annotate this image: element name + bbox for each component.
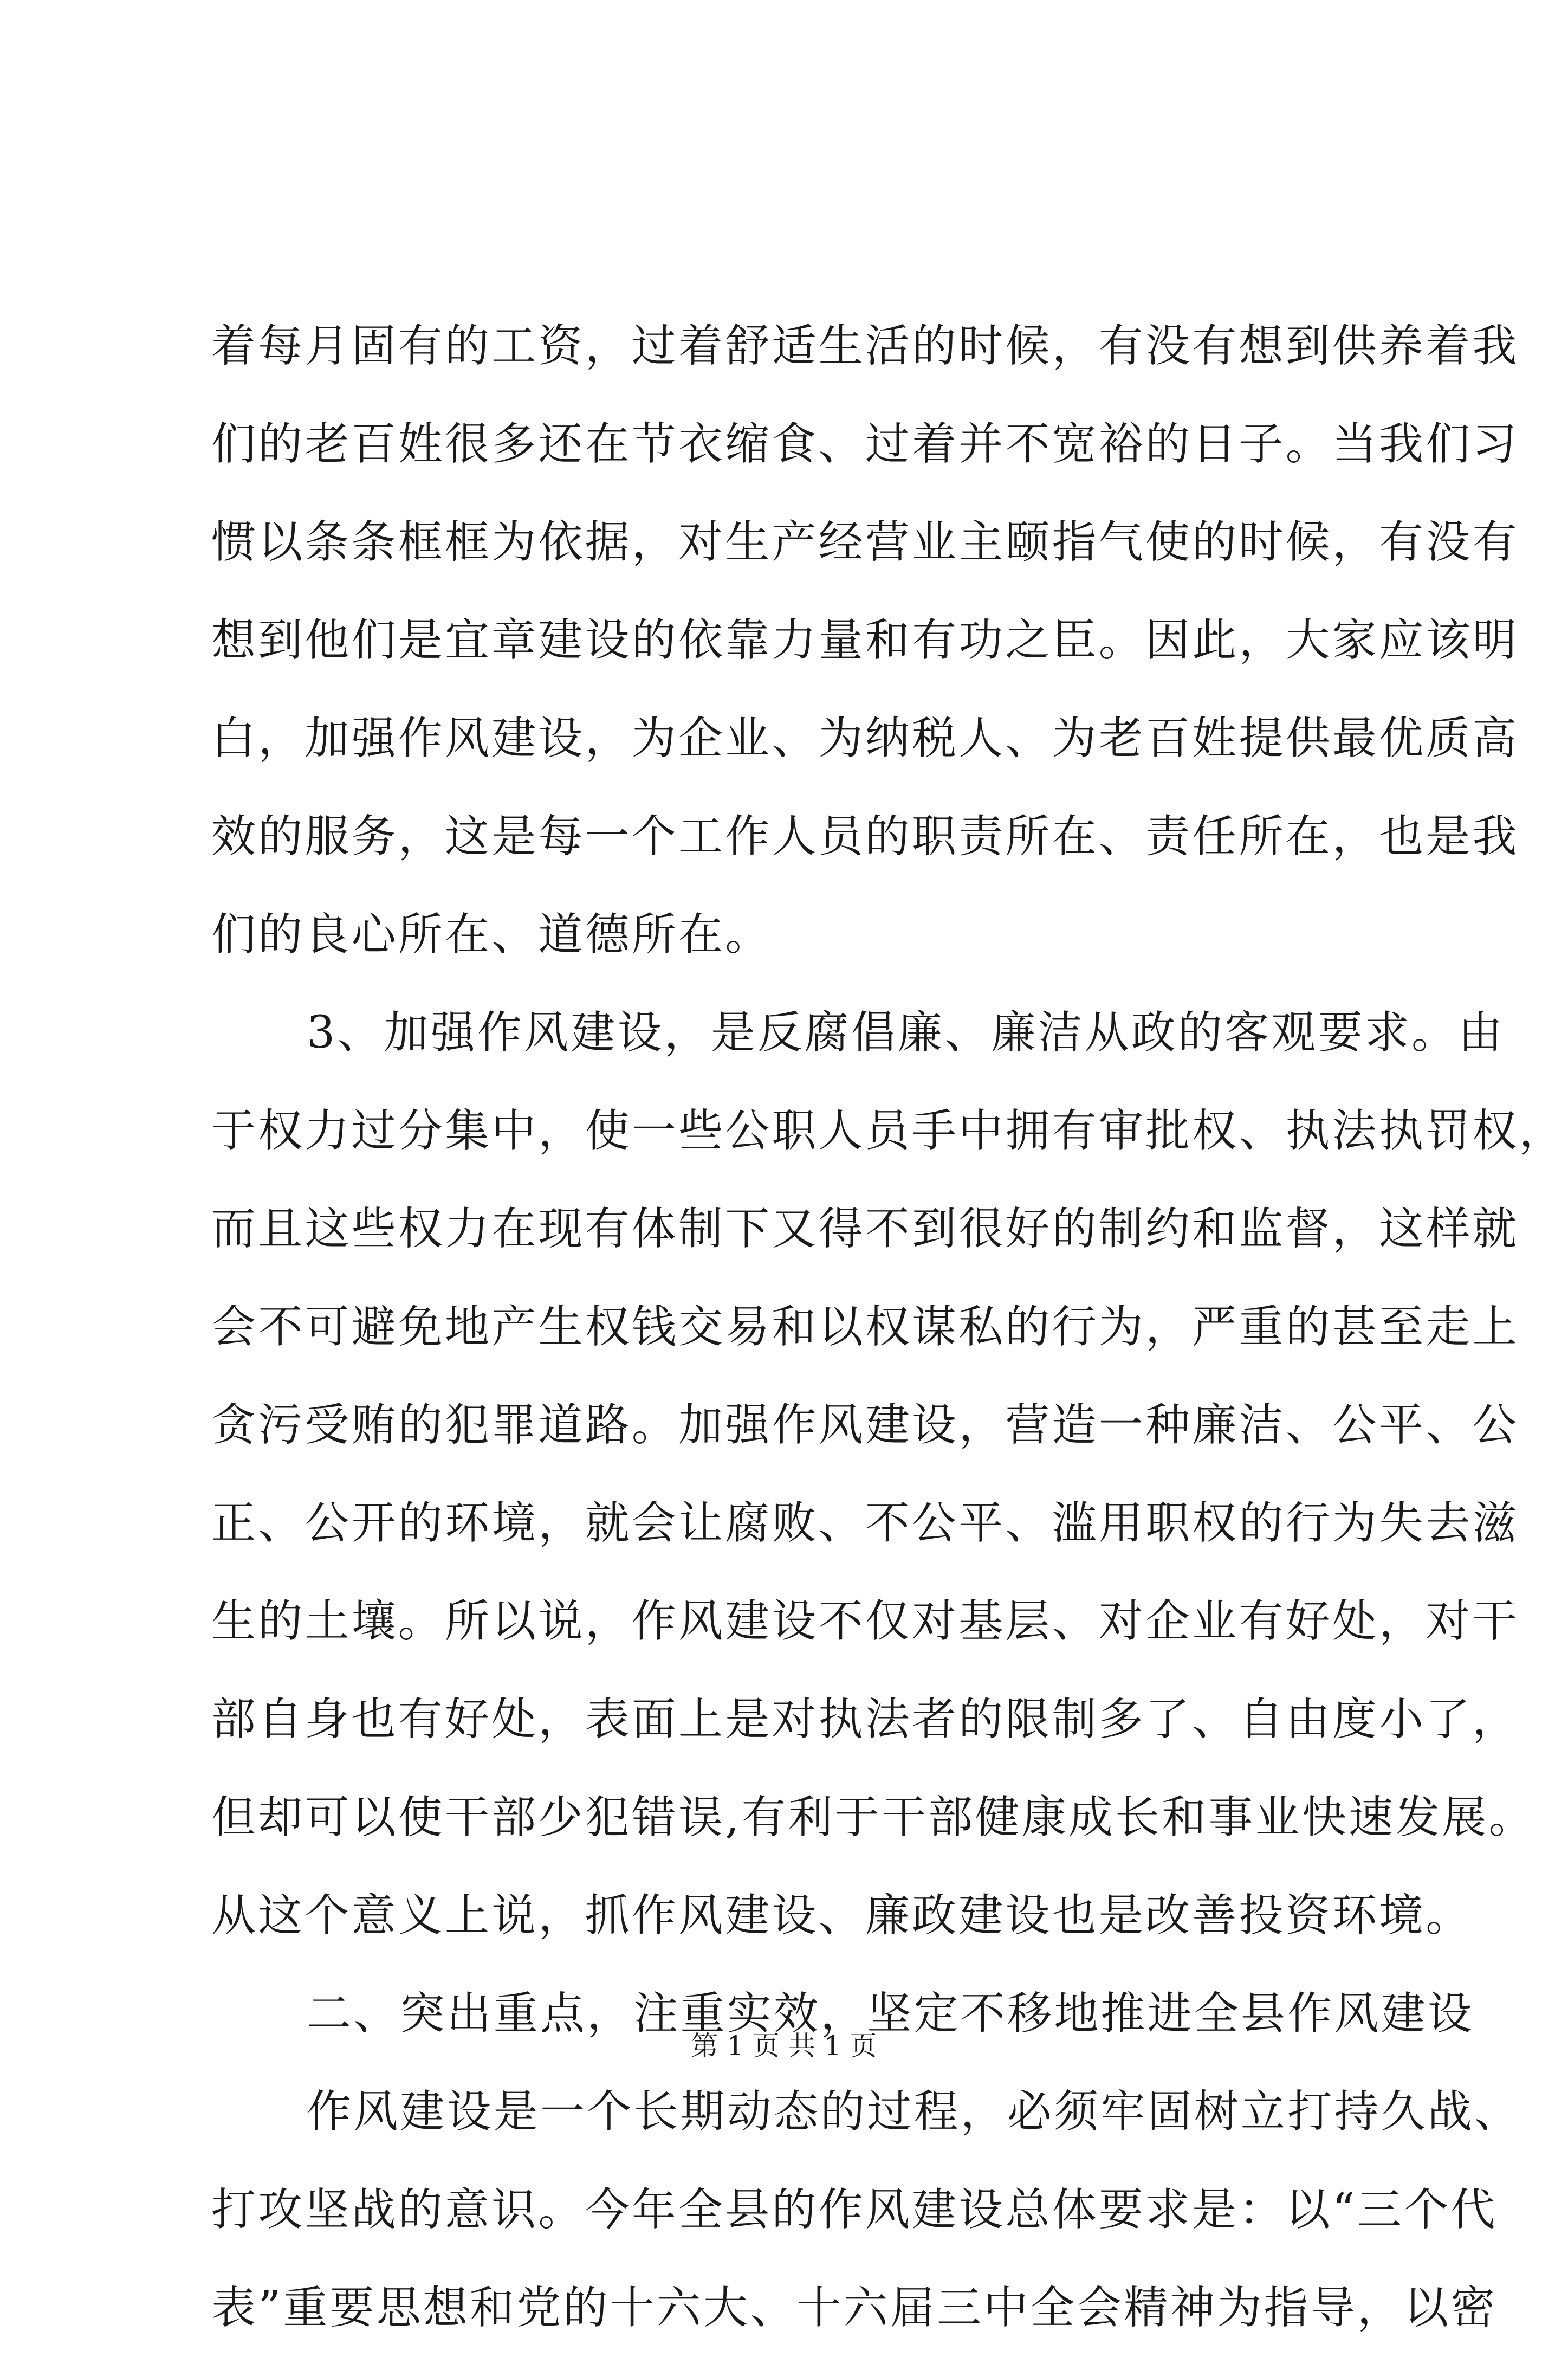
- text-line: 效的服务，这是每一个工作人员的职责所在、责任所在，也是我: [211, 811, 1519, 862]
- text-line: 作风建设是一个长期动态的过程，必须牢固树立打持久战、: [307, 2086, 1521, 2138]
- text-line: 会不可避免地产生权钱交易和以权谋私的行为，严重的甚至走上: [211, 1301, 1519, 1353]
- text-line: 表”重要思想和党的十六大、十六届三中全会精神为指导，以密: [211, 2282, 1498, 2334]
- text-line: 正、公开的环境，就会让腐败、不公平、滥用职权的行为失去滋: [211, 1497, 1519, 1549]
- text-line: 贪污受贿的犯罪道路。加强作风建设，营造一种廉洁、公平、公: [211, 1399, 1519, 1451]
- text-line: 但却可以使干部少犯错误,有利于干部健康成长和事业快速发展。: [211, 1792, 1535, 1843]
- text-line: 二、突出重点，注重实效，坚定不移地推进全县作风建设: [307, 1988, 1475, 2039]
- text-line: 从这个意义上说，抓作风建设、廉政建设也是改善投资环境。: [211, 1890, 1473, 1941]
- text-line: 打攻坚战的意识。今年全县的作风建设总体要求是：以“三个代: [211, 2184, 1498, 2236]
- text-line: 惯以条条框框为依据，对生产经营业主颐指气使的时候，有没有: [211, 516, 1519, 568]
- text-line: 白，加强作风建设，为企业、为纳税人、为老百姓提供最优质高: [211, 713, 1519, 764]
- text-line: 3、加强作风建设，是反腐倡廉、廉洁从政的客观要求。由: [307, 1007, 1505, 1058]
- text-line: 们的良心所在、道德所在。: [211, 909, 772, 960]
- text-line: 部自身也有好处，表面上是对执法者的限制多了、自由度小了，: [211, 1694, 1519, 1745]
- text-line: 于权力过分集中，使一些公职人员手中拥有审批权、执法执罚权，: [211, 1105, 1566, 1157]
- text-line: 着每月固有的工资，过着舒适生活的时候，有没有想到供养着我: [211, 320, 1519, 372]
- text-line: 而且这些权力在现有体制下又得不到很好的制约和监督，这样就: [211, 1203, 1519, 1255]
- text-line: 生的土壤。所以说，作风建设不仅对基层、对企业有好处，对干: [211, 1596, 1519, 1647]
- page-footer: 第 1 页 共 1 页: [691, 2030, 877, 2062]
- text-line: 想到他们是宜章建设的依靠力量和有功之臣。因此，大家应该明: [211, 615, 1519, 666]
- text-line: 们的老百姓很多还在节衣缩食、过着并不宽裕的日子。当我们习: [211, 418, 1519, 470]
